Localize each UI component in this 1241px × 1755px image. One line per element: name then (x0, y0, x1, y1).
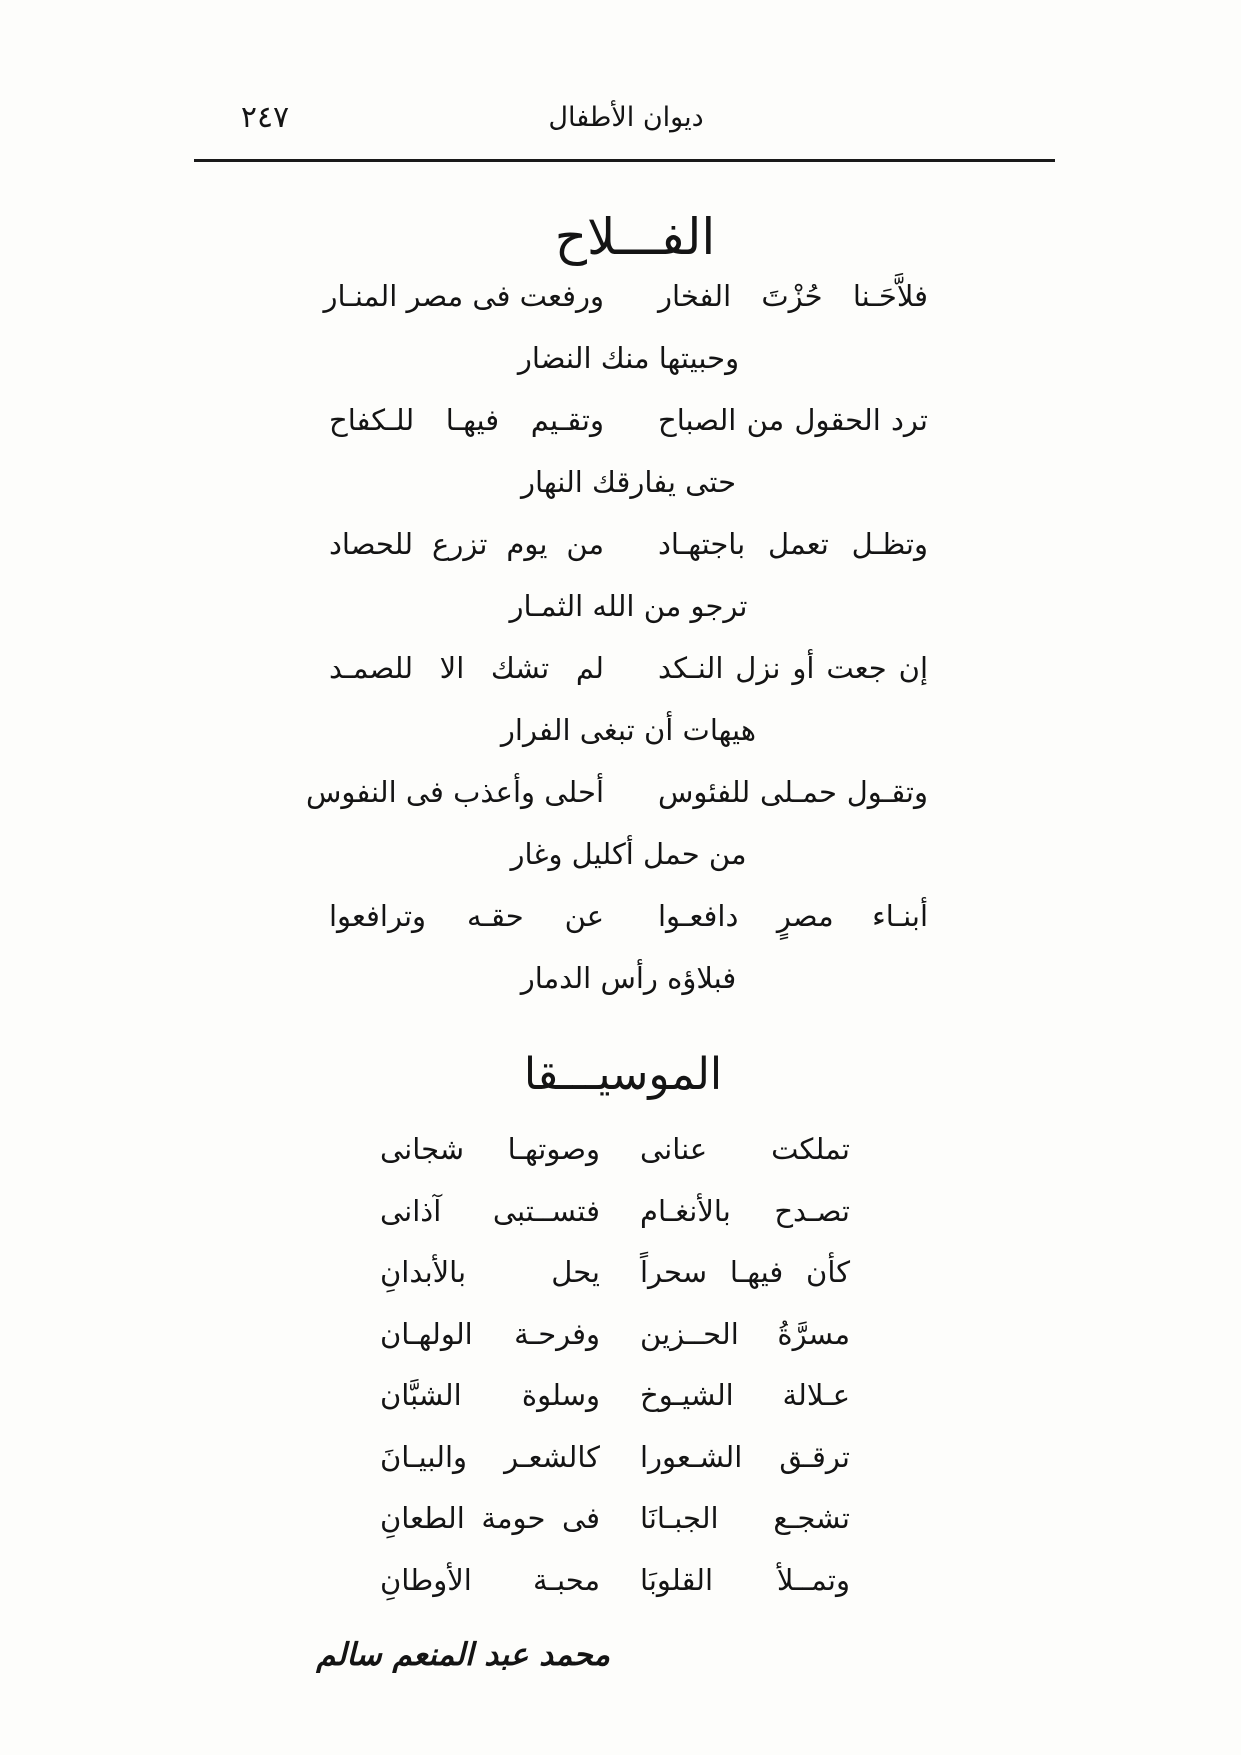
poem-body (305, 265, 928, 1009)
hemistich-left: محبـة الأوطانِ (380, 1562, 600, 1597)
hemistich-right: تملكت عنانى (640, 1132, 850, 1166)
couplet (305, 761, 928, 823)
hemistich-left: وسلوة الشبَّان (380, 1378, 600, 1412)
refrain-line: ترجو من الله الثمـار (509, 589, 748, 623)
refrain-line: وحبيتها منك النضار (517, 341, 740, 375)
hemistich-left: كالشعـر والبيـانَ (380, 1439, 600, 1474)
hemistich-left: ورفعت فى مصر المنـار (323, 279, 604, 313)
verse-row (380, 1242, 850, 1304)
hemistich-right: أبنـاء مصرٍ دافعـوا (658, 899, 928, 933)
hemistich-right: فلاَّحَـنا حُزْتَ الفخار (658, 279, 928, 313)
verse-row (380, 1181, 850, 1243)
couplet (329, 637, 928, 699)
hemistich-right: مسرَّةُ الحــزين (640, 1316, 850, 1351)
hemistich-right: وتقـول حمـلى للفئوس (658, 775, 928, 809)
page-number: ٢٤٧ (240, 100, 290, 135)
hemistich-left: عن حقـه وترافعوا (329, 899, 604, 933)
poem-title: الفـــلاح (554, 208, 716, 266)
hemistich-right: ترد الحقول من الصباح (658, 403, 928, 437)
hemistich-right: كأن فيهـا سحراً (640, 1255, 850, 1289)
verse-row (380, 1550, 850, 1612)
hemistich-right: تصـدح بالأنغـام (640, 1193, 850, 1228)
couplet (329, 389, 928, 451)
hemistich-left: لم تشك الا للصمـد (329, 651, 604, 685)
hemistich-left: وصوتهـا شجانى (380, 1132, 600, 1166)
hemistich-right: إن جعت أو نزل النـكد (658, 651, 928, 685)
refrain-line: فبلاؤه رأس الدمار (520, 961, 737, 995)
hemistich-left: أحلى وأعذب فى النفوس (305, 775, 604, 809)
hemistich-right: تشجـع الجبـانَا (640, 1501, 850, 1535)
hemistich-left: من يوم تزرع للحصاد (329, 527, 604, 561)
running-header-title: ديوان الأطفال (548, 102, 704, 133)
hemistich-left: فتســتبى آذانى (380, 1193, 600, 1228)
hemistich-left: وفرحـة الولهـان (380, 1316, 600, 1351)
hemistich-right: عـلالة الشيـوخ (640, 1378, 850, 1412)
header-rule (194, 159, 1055, 162)
hemistich-right: وتظـل تعمل باجتهـاد (658, 527, 928, 561)
refrain-line: من حمل أكليل وغار (510, 837, 747, 871)
hemistich-left: يحل بالأبدانِ (380, 1255, 600, 1289)
hemistich-right: وتمــلأ القلوبَا (640, 1562, 850, 1597)
poem-body (380, 1119, 850, 1611)
couplet (329, 885, 928, 947)
refrain-line: حتى يفارقك النهار (520, 465, 737, 499)
couplet (329, 513, 928, 575)
couplet (323, 265, 928, 327)
verse-row (380, 1488, 850, 1550)
poem-title: الموسيـــقا (523, 1049, 723, 1100)
refrain-line: هيهات أن تبغى الفرار (500, 713, 757, 747)
verse-row (380, 1119, 850, 1181)
verse-row (380, 1427, 850, 1489)
hemistich-right: ترقـق الشـعورا (640, 1439, 850, 1474)
verse-row (380, 1365, 850, 1427)
verse-row (380, 1304, 850, 1366)
hemistich-left: وتقـيم فيهـا للـكفاح (329, 403, 604, 437)
author-signature: محمد عبد المنعم سالم (316, 1637, 610, 1673)
hemistich-left: فى حومة الطعانِ (380, 1501, 600, 1535)
